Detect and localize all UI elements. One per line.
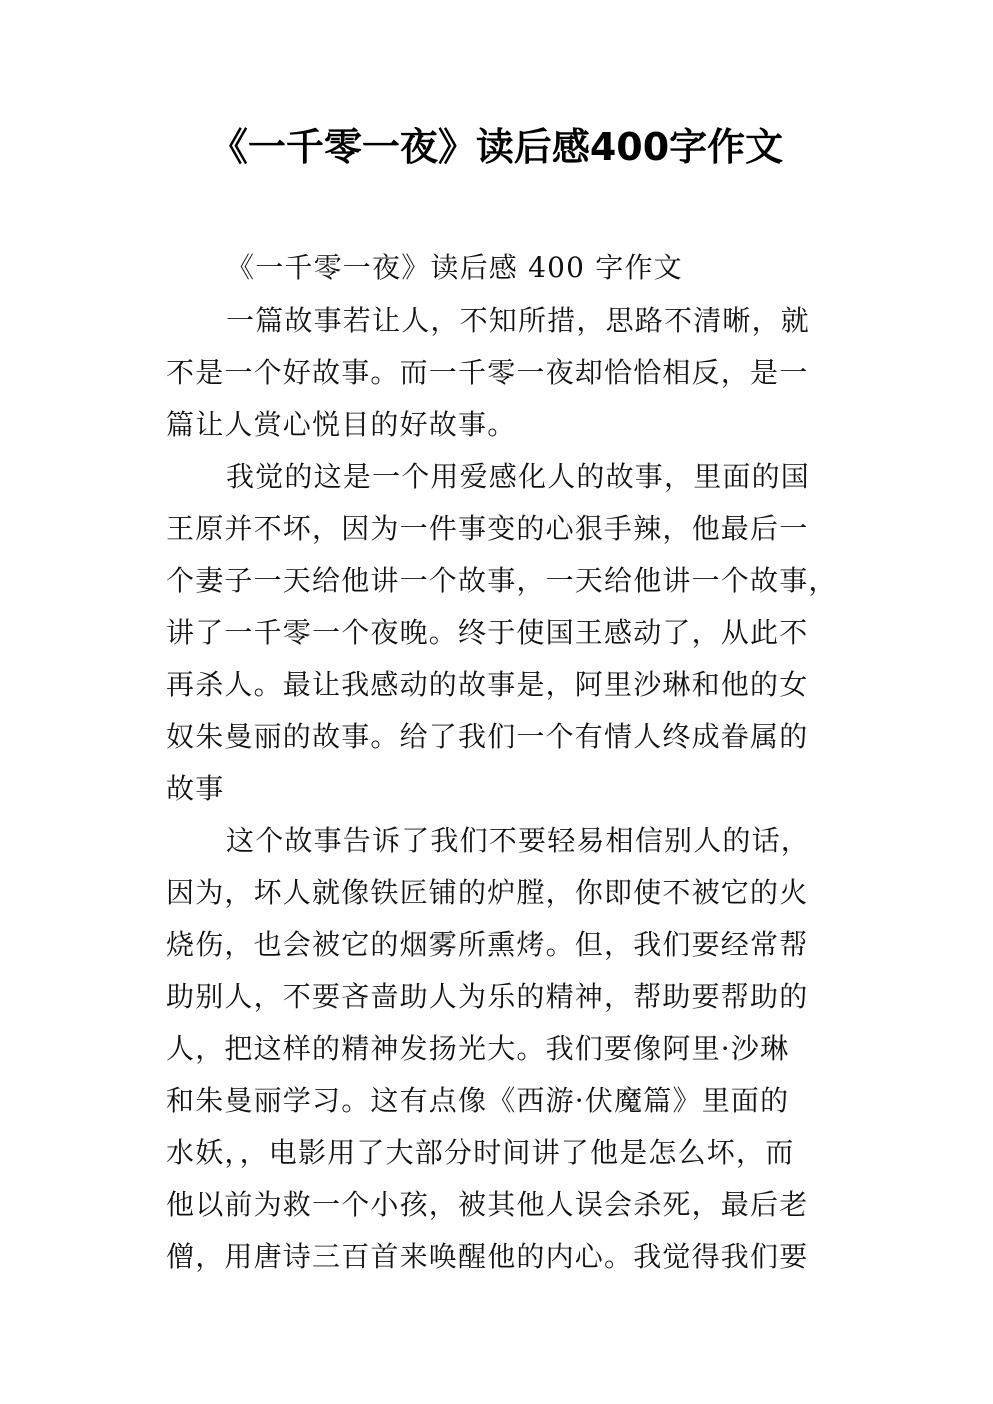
paragraph-line: 个妻子一天给他讲一个故事，一天给他讲一个故事， xyxy=(166,564,838,597)
paragraph-line: 僧，用唐诗三百首来唤醒他的内心。我觉得我们要 xyxy=(166,1240,809,1273)
paragraph-line: 讲了一千零一个夜晚。终于使国王感动了，从此不 xyxy=(166,616,809,649)
paragraph-line: 奴朱曼丽的故事。给了我们一个有情人终成眷属的 xyxy=(166,720,809,753)
paragraph-line: 和朱曼丽学习。这有点像《西游·伏魔篇》里面的 xyxy=(166,1084,790,1117)
paragraph-line: 不是一个好故事。而一千零一夜却恰恰相反，是一 xyxy=(166,356,809,389)
paragraph-line: 水妖，，电影用了大部分时间讲了他是怎么坏，而 xyxy=(166,1136,795,1169)
document-subtitle: 《一千零一夜》读后感 400 字作文 xyxy=(226,251,683,284)
paragraph-line: 他以前为救一个小孩，被其他人误会杀死，最后老 xyxy=(166,1188,809,1221)
paragraph-line: 再杀人。最让我感动的故事是，阿里沙琳和他的女 xyxy=(166,668,809,701)
paragraph-line: 人，把这样的精神发扬光大。我们要像阿里·沙琳 xyxy=(166,1032,790,1065)
paragraph-line: 故事 xyxy=(166,772,225,805)
paragraph-line: 因为，坏人就像铁匠铺的炉膛，你即使不被它的火 xyxy=(166,876,809,909)
paragraph-line: 我觉的这是一个用爱感化人的故事，里面的国 xyxy=(226,460,811,493)
paragraph-line: 篇让人赏心悦目的好故事。 xyxy=(166,408,517,441)
document-title: 《一千零一夜》读后感400字作文 xyxy=(209,125,784,169)
paragraph-line: 一篇故事若让人，不知所措，思路不清晰，就 xyxy=(226,304,811,337)
paragraph-line: 这个故事告诉了我们不要轻易相信别人的话， xyxy=(226,824,811,857)
paragraph-line: 助别人，不要吝啬助人为乐的精神，帮助要帮助的 xyxy=(166,980,809,1013)
paragraph-line: 烧伤，也会被它的烟雾所熏烤。但，我们要经常帮 xyxy=(166,928,809,961)
paragraph-line: 王原并不坏，因为一件事变的心狠手辣，他最后一 xyxy=(166,512,809,545)
